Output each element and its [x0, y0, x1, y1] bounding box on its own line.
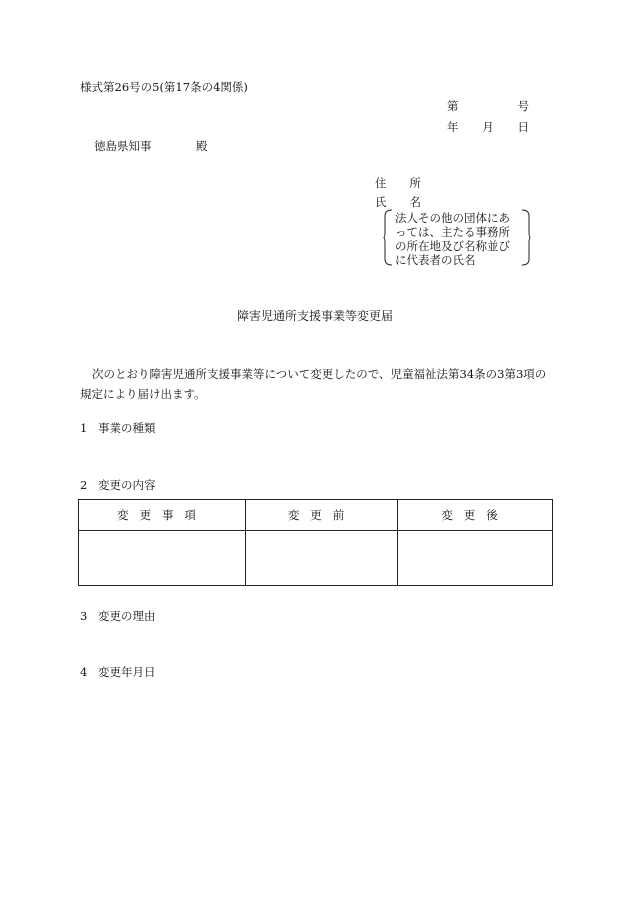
cell-before — [246, 531, 398, 586]
addressee-name: 徳島県知事 — [94, 139, 152, 153]
right-paren-icon — [521, 209, 531, 266]
document-number-line — [447, 99, 529, 113]
form-number: 様式第26号の5(第17条の4関係) — [80, 80, 248, 94]
applicant-note: 法人その他の団体にあっては、主たる事務所の所在地及び名称並びに代表者の氏名 — [395, 211, 510, 267]
date-month: 月 — [482, 120, 494, 134]
cell-after — [398, 531, 553, 586]
section-4: 4 変更年月日 — [80, 665, 156, 679]
section-2: 2 変更の内容 — [80, 478, 156, 492]
date-year: 年 — [447, 120, 459, 134]
table-row — [79, 531, 553, 586]
address-label: 住 所 — [375, 176, 421, 190]
name-label: 氏 名 — [375, 195, 421, 209]
header-after: 変更後 — [398, 500, 553, 531]
date-line — [447, 120, 529, 134]
body-paragraph: 次のとおり障害児通所支援事業等について変更したので、児童福祉法第34条の3第3項の規定により届け出ます。 — [80, 367, 547, 401]
addressee-honorific: 殿 — [196, 139, 208, 153]
doc-number-prefix: 第 — [447, 99, 459, 113]
change-table — [78, 499, 553, 586]
table-header-row — [79, 500, 553, 531]
section-3: 3 変更の理由 — [80, 609, 156, 623]
section-1: 1 事業の種類 — [80, 421, 156, 435]
cell-change-item — [79, 531, 246, 586]
left-paren-icon — [383, 209, 393, 266]
doc-number-suffix: 号 — [517, 99, 529, 113]
applicant-note-bracket — [383, 209, 531, 266]
document-title: 障害児通所支援事業等変更届 — [236, 309, 393, 323]
header-change-item: 変更事項 — [79, 500, 246, 531]
date-day: 日 — [517, 120, 529, 134]
header-before: 変更前 — [246, 500, 398, 531]
